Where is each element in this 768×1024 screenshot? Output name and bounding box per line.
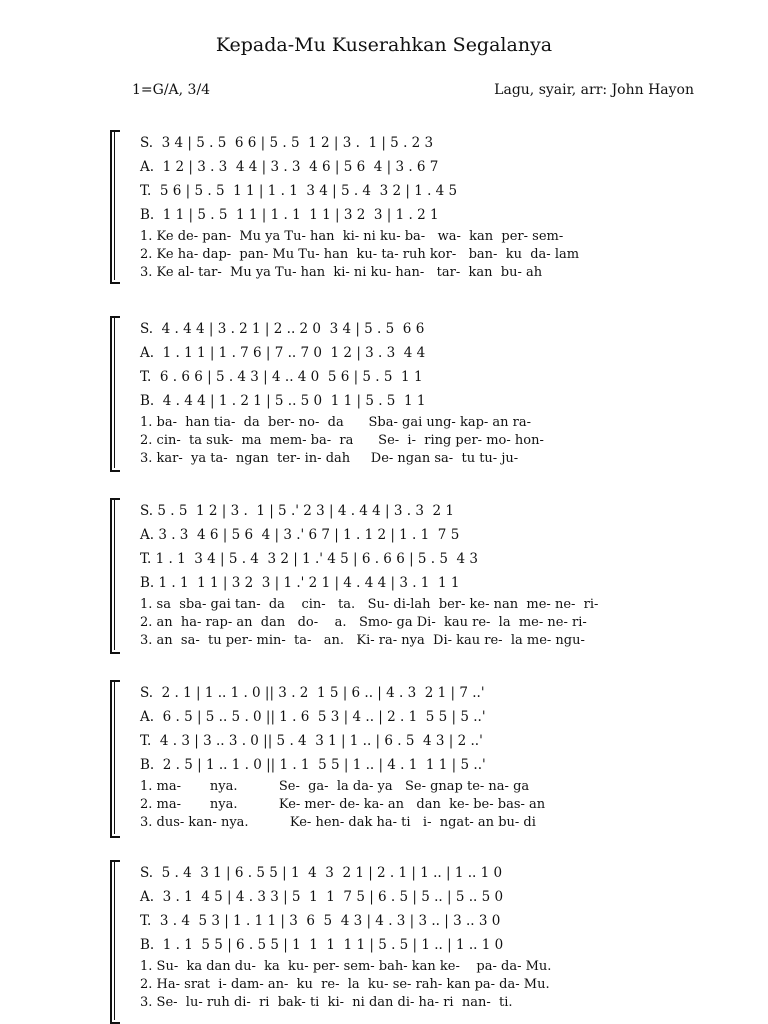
lyric-verse-2: 2. an ha- rap- an dan do- a. Smo- ga Di- kau re- la me- ne- ri- <box>140 615 587 630</box>
lyric-verse-2: 2. cin- ta suk- ma mem- ba- ra Se- i- ring per- mo- hon- <box>140 433 544 448</box>
system-bracket-inner <box>114 860 115 1020</box>
soprano-line: S. 3 4 | 5 . 5 6 6 | 5 . 5 1 2 | 3 . 1 | 5 . 2 3 <box>140 135 434 151</box>
bass-line: B. 2 . 5 | 1 .. 1 . 0 || 1 . 1 5 5 | 1 .. | 4 . 1 1 1 | 5 ..' <box>140 757 486 773</box>
soprano-line: S. 5 . 5 1 2 | 3 . 1 | 5 .' 2 3 | 4 . 4 4 | 3 . 3 2 1 <box>140 503 455 519</box>
system-bracket <box>110 860 120 1024</box>
lyric-verse-1: 1. Ke de- pan- Mu ya Tu- han ki- ni ku- ba- wa- kan per- sem- <box>140 229 564 244</box>
system-bracket-inner <box>114 130 115 280</box>
system-bracket <box>110 498 120 654</box>
score-system-1 <box>110 130 670 280</box>
bass-line: B. 1 . 1 1 1 | 3 2 3 | 1 .' 2 1 | 4 . 4 4 | 3 . 1 1 1 <box>140 575 460 591</box>
system-bracket <box>110 316 120 472</box>
system-bracket-inner <box>114 498 115 650</box>
system-bracket-inner <box>114 680 115 834</box>
lyric-verse-1: 1. sa sba- gai tan- da cin- ta. Su- di-lah ber- ke- nan me- ne- ri- <box>140 597 599 612</box>
soprano-line: S. 4 . 4 4 | 3 . 2 1 | 2 .. 2 0 3 4 | 5 . 5 6 6 <box>140 321 425 337</box>
tenor-line: T. 5 6 | 5 . 5 1 1 | 1 . 1 3 4 | 5 . 4 3 2 | 1 . 4 5 <box>140 183 458 199</box>
alto-line: A. 1 . 1 1 | 1 . 7 6 | 7 .. 7 0 1 2 | 3 . 3 4 4 <box>140 345 426 361</box>
score-system-4 <box>110 680 670 834</box>
key-signature: 1=G/A, 3/4 <box>132 82 211 98</box>
song-title: Kepada-Mu Kuserahkan Segalanya <box>215 34 553 56</box>
tenor-line: T. 3 . 4 5 3 | 1 . 1 1 | 3 6 5 4 3 | 4 . 3 | 3 .. | 3 .. 3 0 <box>140 913 501 929</box>
lyric-verse-3: 3. kar- ya ta- ngan ter- in- dah De- ngan sa- tu tu- ju- <box>140 451 519 466</box>
lyric-verse-2: 2. Ha- srat i- dam- an- ku re- la ku- se- rah- kan pa- da- Mu. <box>140 977 550 992</box>
bass-line: B. 1 . 1 5 5 | 6 . 5 5 | 1 1 1 1 1 | 5 . 5 | 1 .. | 1 .. 1 0 <box>140 937 504 953</box>
lyric-verse-3: 3. an sa- tu per- min- ta- an. Ki- ra- nya Di- kau re- la me- ngu- <box>140 633 585 648</box>
soprano-line: S. 5 . 4 3 1 | 6 . 5 5 | 1 4 3 2 1 | 2 . 1 | 1 .. | 1 .. 1 0 <box>140 865 503 881</box>
alto-line: A. 3 . 3 4 6 | 5 6 4 | 3 .' 6 7 | 1 . 1 2 | 1 . 1 7 5 <box>140 527 460 543</box>
system-bracket-inner <box>114 316 115 468</box>
tenor-line: T. 1 . 1 3 4 | 5 . 4 3 2 | 1 .' 4 5 | 6 . 6 6 | 5 . 5 4 3 <box>140 551 479 567</box>
lyric-verse-3: 3. Ke al- tar- Mu ya Tu- han ki- ni ku- han- tar- kan bu- ah <box>140 265 543 280</box>
alto-line: A. 6 . 5 | 5 .. 5 . 0 || 1 . 6 5 3 | 4 .. | 2 . 1 5 5 | 5 ..' <box>140 709 486 725</box>
lyric-verse-3: 3. dus- kan- nya. Ke- hen- dak ha- ti i- ngat- an bu- di <box>140 815 536 830</box>
tenor-line: T. 6 . 6 6 | 5 . 4 3 | 4 .. 4 0 5 6 | 5 . 5 1 1 <box>140 369 423 385</box>
lyric-verse-1: 1. ma- nya. Se- ga- la da- ya Se- gnap te- na- ga <box>140 779 530 794</box>
lyric-verse-3: 3. Se- lu- ruh di- ri bak- ti ki- ni dan di- ha- ri nan- ti. <box>140 995 513 1010</box>
author-credit: Lagu, syair, arr: John Hayon <box>494 82 694 98</box>
score-system-2 <box>110 316 670 468</box>
tenor-line: T. 4 . 3 | 3 .. 3 . 0 || 5 . 4 3 1 | 1 .. | 6 . 5 4 3 | 2 ..' <box>140 733 483 749</box>
soprano-line: S. 2 . 1 | 1 .. 1 . 0 || 3 . 2 1 5 | 6 .. | 4 . 3 2 1 | 7 ..' <box>140 685 485 701</box>
lyric-verse-2: 2. Ke ha- dap- pan- Mu Tu- han ku- ta- ruh kor- ban- ku da- lam <box>140 247 580 262</box>
bass-line: B. 4 . 4 4 | 1 . 2 1 | 5 .. 5 0 1 1 | 5 . 5 1 1 <box>140 393 426 409</box>
alto-line: A. 3 . 1 4 5 | 4 . 3 3 | 5 1 1 7 5 | 6 . 5 | 5 .. | 5 .. 5 0 <box>140 889 504 905</box>
bass-line: B. 1 1 | 5 . 5 1 1 | 1 . 1 1 1 | 3 2 3 | 1 . 2 1 <box>140 207 439 223</box>
lyric-verse-2: 2. ma- nya. Ke- mer- de- ka- an dan ke- be- bas- an <box>140 797 546 812</box>
lyric-verse-1: 1. Su- ka dan du- ka ku- per- sem- bah- kan ke- pa- da- Mu. <box>140 959 552 974</box>
score-system-3 <box>110 498 670 650</box>
system-bracket <box>110 130 120 284</box>
score-system-5 <box>110 860 670 1020</box>
lyric-verse-1: 1. ba- han tia- da ber- no- da Sba- gai ung- kap- an ra- <box>140 415 532 430</box>
system-bracket <box>110 680 120 838</box>
alto-line: A. 1 2 | 3 . 3 4 4 | 3 . 3 4 6 | 5 6 4 | 3 . 6 7 <box>140 159 439 175</box>
